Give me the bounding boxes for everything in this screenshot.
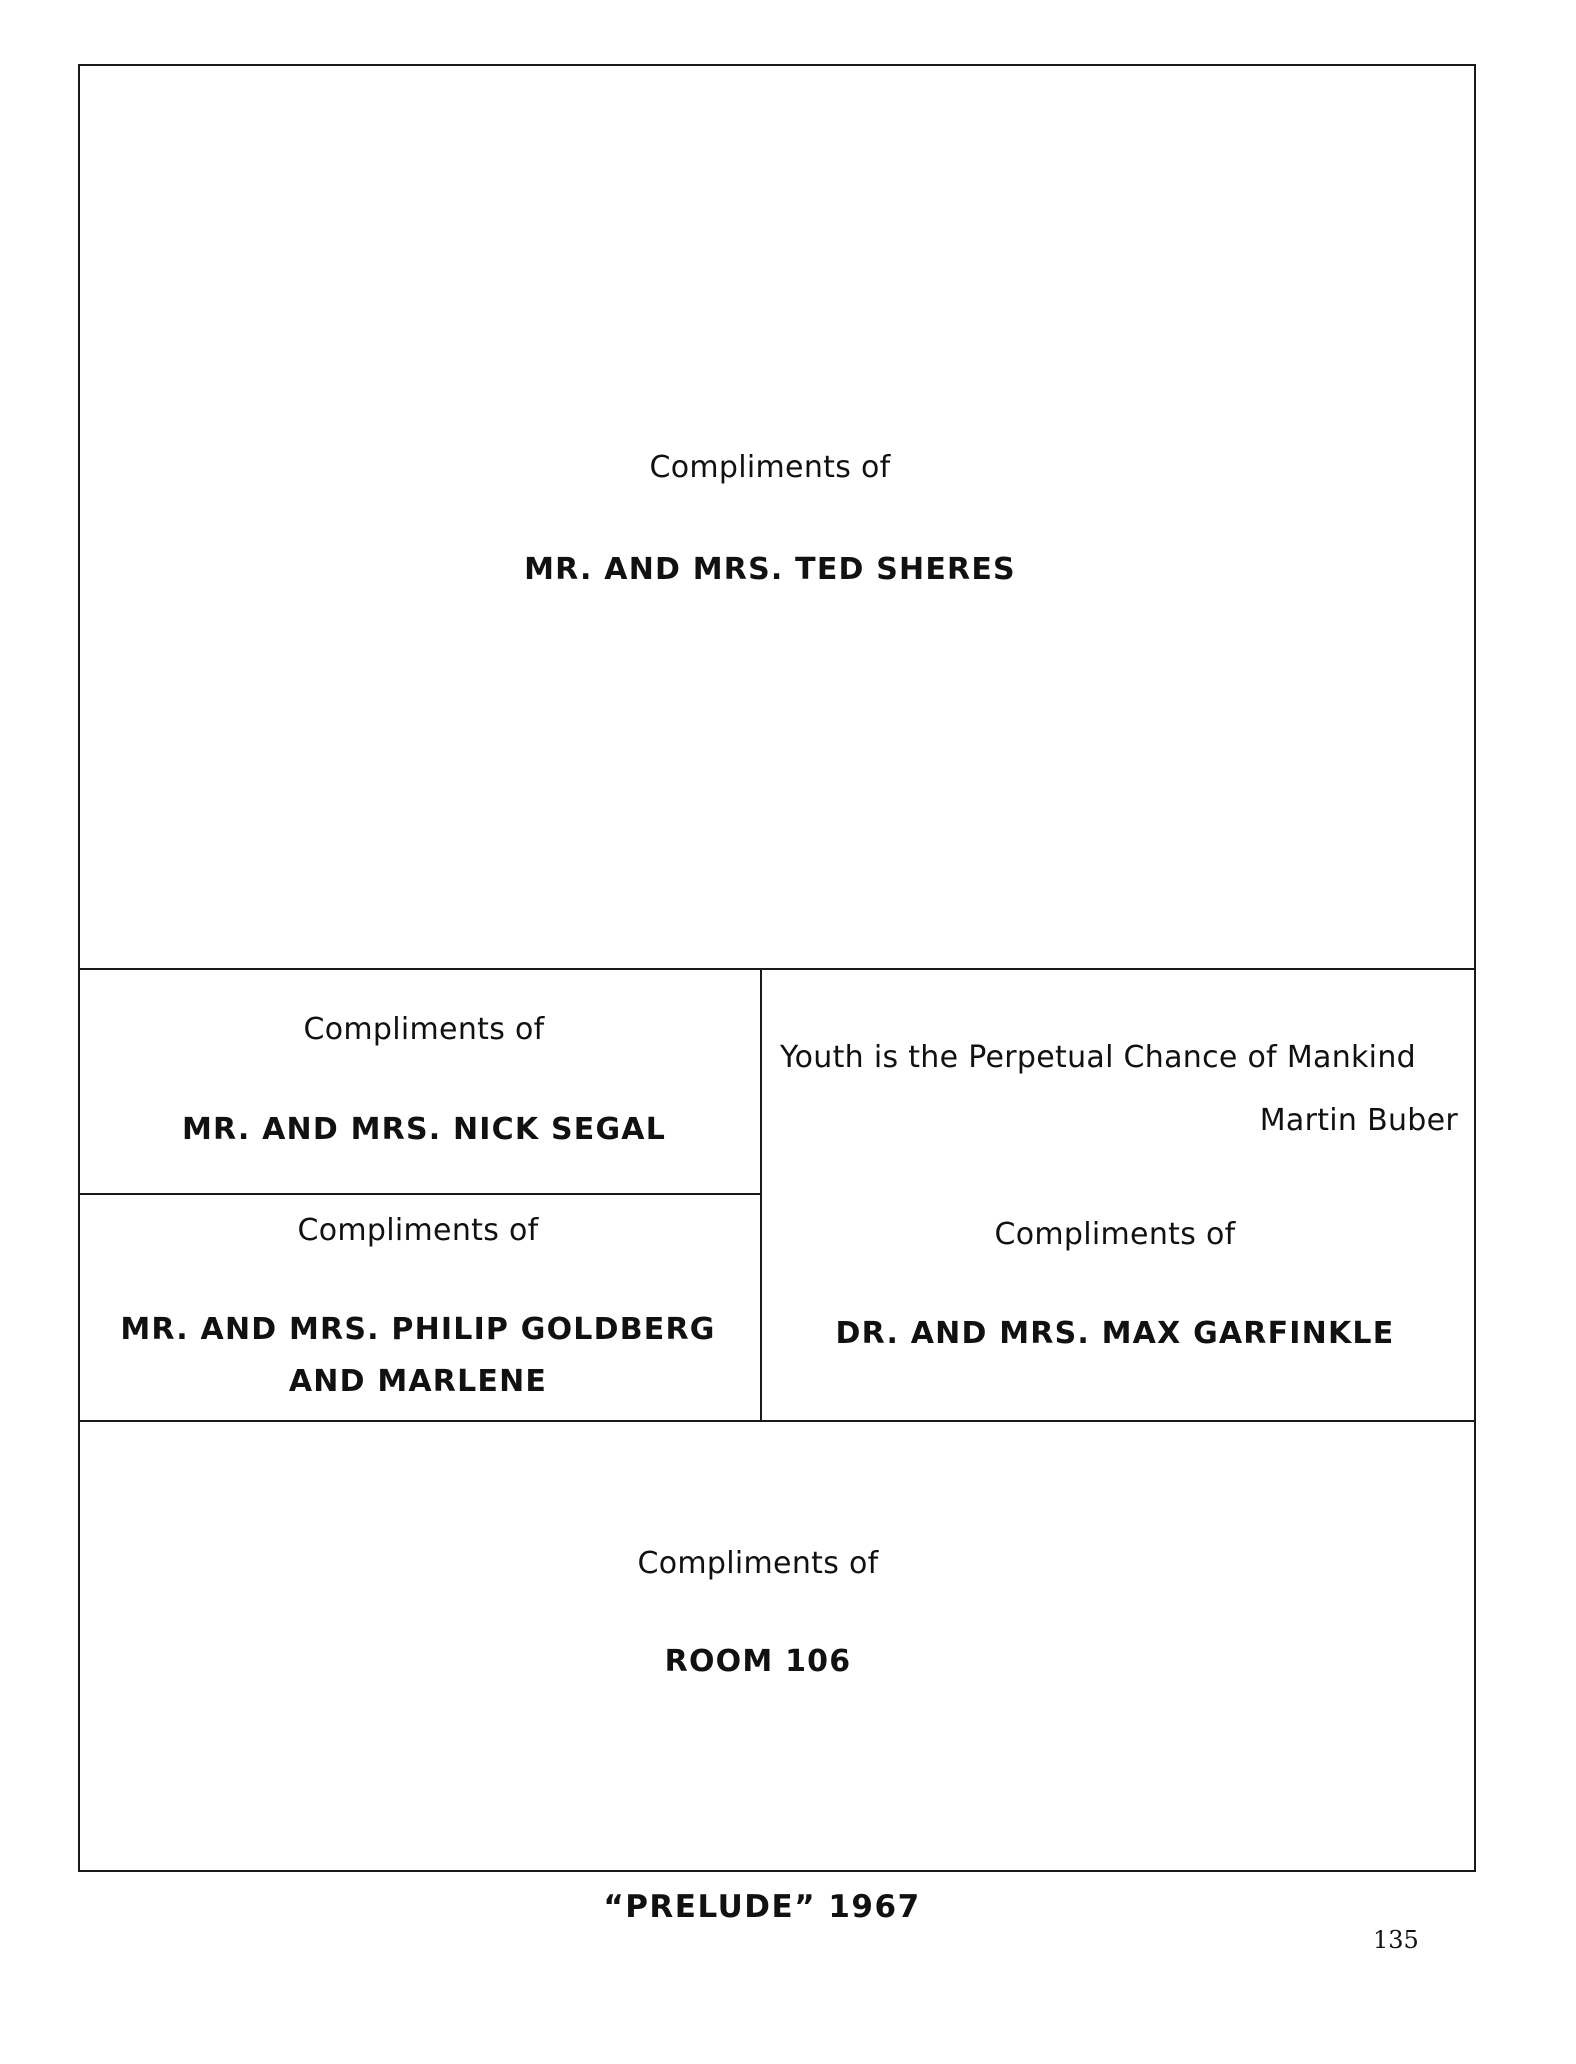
quote-text: Youth is the Perpetual Chance of Mankind xyxy=(780,1040,1416,1075)
divider-left-middle xyxy=(78,1193,761,1195)
compliments-label: Compliments of xyxy=(994,1217,1236,1252)
divider-middle-vertical xyxy=(760,968,762,1422)
compliments-label: Compliments of xyxy=(637,1546,879,1581)
sponsor-name: MR. AND MRS. TED SHERES xyxy=(524,552,1016,587)
sponsor-name: ROOM 106 xyxy=(664,1644,852,1679)
sponsor-name: MR. AND MRS. NICK SEGAL xyxy=(181,1112,667,1147)
sponsor-name: DR. AND MRS. MAX GARFINKLE xyxy=(835,1316,1395,1351)
page-number: 135 xyxy=(1373,1926,1419,1954)
yearbook-title: “PRELUDE” 1967 xyxy=(603,1889,921,1925)
divider-top-section xyxy=(78,968,1476,970)
sponsor-name-line2: AND MARLENE xyxy=(288,1364,548,1399)
sponsor-name-line1: MR. AND MRS. PHILIP GOLDBERG xyxy=(120,1312,716,1347)
compliments-label: Compliments of xyxy=(649,450,891,485)
divider-bottom-section xyxy=(78,1420,1476,1422)
quote-author: Martin Buber xyxy=(1259,1103,1458,1138)
compliments-label: Compliments of xyxy=(303,1012,545,1047)
compliments-label: Compliments of xyxy=(297,1213,539,1248)
